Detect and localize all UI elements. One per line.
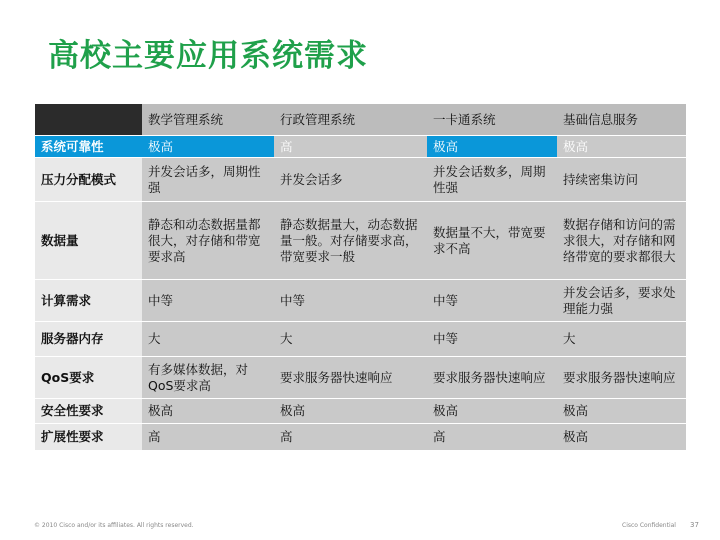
- table-cell: 要求服务器快速响应: [274, 357, 427, 399]
- table-cell: 极高: [557, 136, 686, 158]
- table-cell: 高: [142, 424, 274, 451]
- table-cell: 并发会话数多，周期性强: [427, 158, 557, 202]
- table-cell: 大: [142, 322, 274, 357]
- table-row: [35, 280, 686, 322]
- requirements-table: [35, 104, 686, 451]
- table-row: [35, 136, 686, 158]
- table-row: [35, 202, 686, 280]
- table-cell: 大: [274, 322, 427, 357]
- table-cell: 并发会话多，周期性强: [142, 158, 274, 202]
- row-label: 数据量: [35, 202, 142, 280]
- column-header: 教学管理系统: [142, 104, 274, 136]
- table-corner-cell: [35, 104, 142, 136]
- table-cell: 静态数据量大，动态数据量一般。对存储要求高，带宽要求一般: [274, 202, 427, 280]
- table-row: [35, 158, 686, 202]
- confidential-label: Cisco Confidential: [622, 522, 676, 529]
- table-cell: 极高: [557, 424, 686, 451]
- row-label: 计算需求: [35, 280, 142, 322]
- table-cell: 中等: [142, 280, 274, 322]
- row-label: 安全性要求: [35, 399, 142, 424]
- table-cell: 静态和动态数据量都很大，对存储和带宽要求高: [142, 202, 274, 280]
- row-label: 服务器内存: [35, 322, 142, 357]
- column-header: 行政管理系统: [274, 104, 427, 136]
- row-label: 压力分配模式: [35, 158, 142, 202]
- copyright-text: © 2010 Cisco and/or its affiliates. All rights reserved.: [34, 522, 194, 529]
- table-cell: 极高: [427, 136, 557, 158]
- table-row: [35, 399, 686, 424]
- table-row: [35, 322, 686, 357]
- table-header-row: [35, 104, 686, 136]
- column-header: 基础信息服务: [557, 104, 686, 136]
- table-cell: 中等: [427, 322, 557, 357]
- table-cell: 高: [274, 424, 427, 451]
- table-cell: 极高: [557, 399, 686, 424]
- row-label: QoS要求: [35, 357, 142, 399]
- table-cell: 数据量不大，带宽要求不高: [427, 202, 557, 280]
- table-cell: 要求服务器快速响应: [427, 357, 557, 399]
- table-cell: 并发会话多: [274, 158, 427, 202]
- table-cell: 有多媒体数据，对QoS要求高: [142, 357, 274, 399]
- table-cell: 高: [427, 424, 557, 451]
- table-cell: 要求服务器快速响应: [557, 357, 686, 399]
- table-cell: 持续密集访问: [557, 158, 686, 202]
- row-label: 系统可靠性: [35, 136, 142, 158]
- page-number: 37: [690, 521, 699, 529]
- table-row: [35, 357, 686, 399]
- row-label: 扩展性要求: [35, 424, 142, 451]
- table-cell: 并发会话多，要求处理能力强: [557, 280, 686, 322]
- table-cell: 极高: [274, 399, 427, 424]
- table-cell: 大: [557, 322, 686, 357]
- table-cell: 高: [274, 136, 427, 158]
- table-cell: 中等: [427, 280, 557, 322]
- table-cell: 极高: [142, 136, 274, 158]
- column-header: 一卡通系统: [427, 104, 557, 136]
- table-cell: 中等: [274, 280, 427, 322]
- table-row: [35, 424, 686, 451]
- table-cell: 极高: [142, 399, 274, 424]
- page-title: 高校主要应用系统需求: [48, 38, 368, 74]
- table-cell: 极高: [427, 399, 557, 424]
- table-cell: 数据存储和访问的需求很大，对存储和网络带宽的要求都很大: [557, 202, 686, 280]
